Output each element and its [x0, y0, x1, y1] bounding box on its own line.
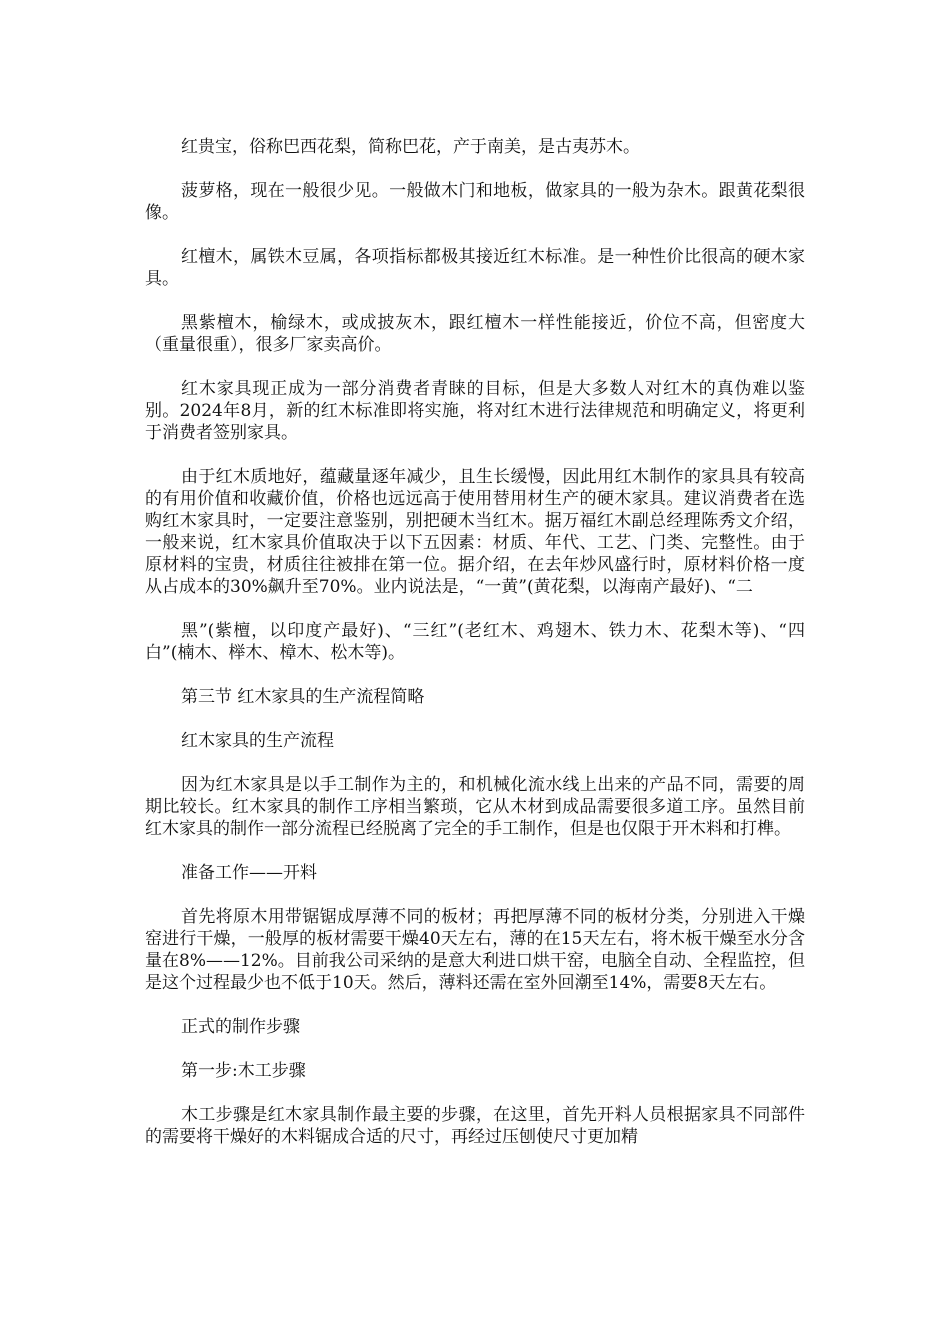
- paragraph-heizitanmu: 黑紫檀木，榆绿木，或成披灰木，跟红檀木一样性能接近，价位不高，但密度大（重量很重），很多厂家卖高价。: [145, 313, 805, 355]
- paragraph-hongmu-categories: 黑”(紫檀，以印度产最好)、“三红”(老红木、鸡翅木、铁力木、花梨木等)、“四白”(楠木、榉木、樟木、松木等)。: [145, 621, 805, 663]
- subheading-preparation: 准备工作——开料: [181, 863, 317, 883]
- paragraph-hongmu-value: 由于红木质地好，蕴藏量逐年减少，且生长缓慢，因此用红木制作的家具具有较高的有用价值和收藏价值，价格也远远高于使用替用材生产的硬木家具。建议消费者在选购红木家具时，一定要注意鉴别，别把硬木当红木。据万福红木副总经理陈秀文介绍，一般来说，红木家具价值取决于以下五因素：材质、年代、工艺、门类、完整性。由于原材料的宝贵，材质往往被排在第一位。据介绍，在去年炒风盛行时，原材料价格一度从占成本的30%飙升至70%。业内说法是，“一黄”(黄花梨，以海南产最好)、“二: [145, 467, 805, 597]
- paragraph-handmade: 因为红木家具是以手工制作为主的，和机械化流水线上出来的产品不同，需要的周期比较长。红木家具的制作工序相当繁琐，它从木材到成品需要很多道工序。虽然目前红木家具的制作一部分流程已经脱离了完全的手工制作，但是也仅限于开木料和打榫。: [145, 775, 805, 839]
- document-body: [145, 136, 805, 1170]
- paragraph-carpentry: 木工步骤是红木家具制作最主要的步骤，在这里，首先开料人员根据家具不同部件的需要将干燥好的木料锯成合适的尺寸，再经过压刨使尺寸更加精: [145, 1105, 805, 1147]
- subheading-production-process: 红木家具的生产流程: [181, 731, 334, 751]
- paragraph-drying: 首先将原木用带锯锯成厚薄不同的板材；再把厚薄不同的板材分类，分别进入干燥窑进行干燥，一般厚的板材需要干燥40天左右，薄的在15天左右，将木板干燥至水分含量在8%——12%。目前我公司采纳的是意大利进口烘干窑，电脑全自动、全程监控，但是这个过程最少也不低于10天。然后，薄料还需在室外回潮至14%，需要8天左右。: [145, 907, 805, 993]
- subheading-step-one: 第一步:木工步骤: [181, 1061, 306, 1081]
- paragraph-boluoge: 菠萝格，现在一般很少见。一般做木门和地板，做家具的一般为杂木。跟黄花梨很像。: [145, 181, 805, 223]
- subheading-formal-steps: 正式的制作步骤: [181, 1017, 300, 1037]
- paragraph-hongmu-standard: 红木家具现正成为一部分消费者青睐的目标，但是大多数人对红木的真伪难以鉴别。2024年8月，新的红木标准即将实施，将对红木进行法律规范和明确定义，将更利于消费者签别家具。: [145, 379, 805, 443]
- paragraph-hongtanmu: 红檀木，属铁木豆属，各项指标都极其接近红木标准。是一种性价比很高的硬木家具。: [145, 247, 805, 289]
- section-heading: 第三节 红木家具的生产流程简略: [181, 687, 425, 707]
- paragraph-hongguibao: 红贵宝，俗称巴西花梨，简称巴花，产于南美，是古夷苏木。: [181, 137, 640, 157]
